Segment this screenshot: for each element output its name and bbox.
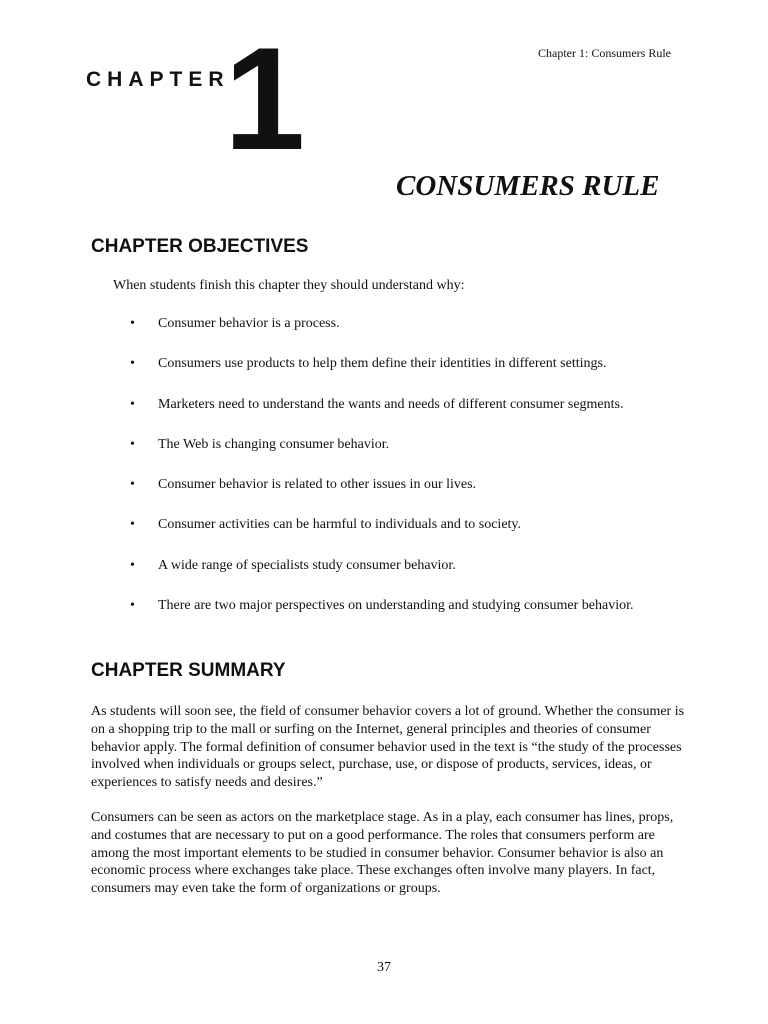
objective-text: There are two major perspectives on understanding and studying consumer behavior.	[158, 598, 634, 614]
list-item	[130, 556, 730, 596]
bullet-icon: •	[130, 477, 135, 493]
objective-text: Consumer behavior is a process.	[158, 316, 340, 331]
page-number: 37	[377, 960, 391, 975]
objective-text: Consumer activities can be harmful to individuals and to society.	[158, 517, 522, 533]
chapter-title: CONSUMERS RULE	[396, 170, 660, 202]
objectives-list	[130, 314, 730, 636]
objectives-heading: CHAPTER OBJECTIVES	[91, 236, 309, 257]
objective-text: Marketers need to understand the wants and needs of different consumer segments.	[158, 396, 624, 412]
summary-paragraph: As students will soon see, the field of consumer behavior covers a lot of ground. Whether the consumer is on a shopping trip to the mall or surfing on the Internet, general principles and theories of consumer behavior apply. The formal definition of consumer behavior used in the text is “the study of the processes involved when individuals or groups select, purchase, use, or dispose of products, services, ideas, or experiences to satisfy needs and desires.”	[91, 704, 685, 791]
objectives-intro: When students finish this chapter they should understand why:	[113, 278, 465, 293]
objective-text: The Web is changing consumer behavior.	[158, 436, 390, 452]
summary-paragraph: Consumers can be seen as actors on the marketplace stage. As in a play, each consumer has lines, props, and costumes that are necessary to put on a good performance. The roles that consumers perform are among the most important elements to be studied in consumer behavior. Consumer behavior is also an economic process where exchanges take place. These exchanges often involve many players. In fact, consumers may even take the form of organizations or groups.	[91, 810, 674, 897]
chapter-number: 1	[224, 17, 302, 180]
list-item	[130, 354, 730, 394]
objective-text: A wide range of specialists study consumer behavior.	[158, 557, 456, 573]
bullet-icon: •	[130, 517, 135, 533]
list-item	[130, 515, 730, 555]
list-item	[130, 395, 730, 435]
bullet-icon: •	[130, 316, 135, 331]
bullet-icon: •	[130, 557, 135, 573]
summary-heading: CHAPTER SUMMARY	[91, 660, 286, 681]
list-item	[130, 435, 730, 475]
chapter-label: CHAPTER	[86, 68, 230, 91]
objective-text: Consumer behavior is related to other issues in our lives.	[158, 477, 477, 493]
bullet-icon: •	[130, 396, 135, 412]
bullet-icon: •	[130, 436, 135, 452]
objective-text: Consumers use products to help them define their identities in different settings.	[158, 356, 607, 372]
bullet-icon: •	[130, 598, 135, 614]
list-item	[130, 596, 730, 636]
list-item	[130, 314, 730, 354]
running-header: Chapter 1: Consumers Rule	[538, 46, 671, 60]
bullet-icon: •	[130, 356, 135, 372]
list-item	[130, 475, 730, 515]
